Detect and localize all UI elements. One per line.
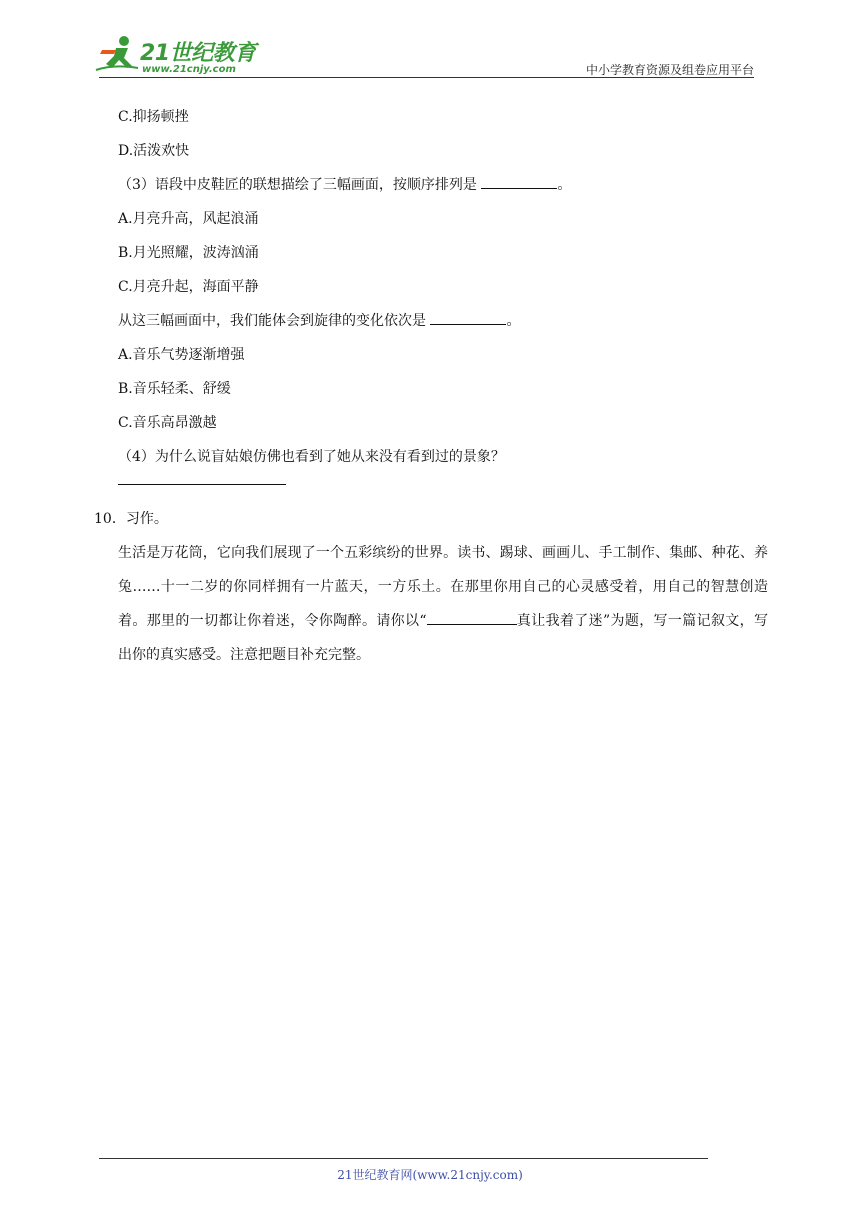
logo-text: 21世纪教育 bbox=[140, 41, 256, 66]
option-b: B.音乐轻柔、舒缓 bbox=[118, 381, 231, 397]
footer-divider bbox=[99, 1158, 708, 1159]
prompt-part-2: 真让我着了迷”为题，写一篇记叙文，写出你的真实感受。注意把题目补充完整。 bbox=[118, 613, 769, 663]
option-c: C.音乐高昂激越 bbox=[118, 415, 217, 431]
option-c: C.抑扬顿挫 bbox=[118, 109, 189, 125]
answer-blank[interactable] bbox=[481, 172, 557, 189]
sub-question-3-end: 。 bbox=[557, 177, 572, 193]
follow-up-question-end: 。 bbox=[506, 313, 521, 329]
page-header bbox=[0, 0, 860, 80]
header-tagline: 中小学教育资源及组卷应用平台 bbox=[585, 63, 754, 77]
option-d: D.活泼欢快 bbox=[118, 143, 190, 159]
runner-logo-icon bbox=[94, 34, 144, 74]
follow-up-question-text: 从这三幅画面中，我们能体会到旋律的变化依次是 bbox=[118, 313, 426, 329]
site-logo bbox=[94, 34, 264, 78]
prompt-part-1: 生活是万花筒，它向我们展现了一个五彩缤纷的世界。读书、踢球、画画儿、手工制作、集邮、种花、养兔……十一二岁的你同样拥有一片蓝天，一方乐土。在那里你用自己的心灵感受着，用自己的智慧创造着。那里的一切都让你着迷，令你陶醉。请你以“ bbox=[118, 545, 768, 629]
document-body bbox=[94, 100, 778, 672]
question-10-prompt bbox=[118, 536, 768, 672]
answer-line[interactable] bbox=[118, 474, 778, 496]
option-c: C.月亮升起，海面平静 bbox=[118, 279, 259, 295]
option-b: B.月光照耀，波涛汹涌 bbox=[118, 245, 259, 261]
answer-blank[interactable] bbox=[430, 308, 506, 325]
question-10-title: 10．习作。 bbox=[94, 511, 168, 527]
header-divider bbox=[99, 77, 754, 78]
logo-url: www.21cnjy.com bbox=[142, 64, 236, 75]
follow-up-question bbox=[118, 304, 778, 338]
option-a: A.音乐气势逐渐增强 bbox=[118, 347, 245, 363]
footer-text: 21世纪教育网(www.21cnjy.com) bbox=[337, 1168, 523, 1182]
sub-question-3-text: （3）语段中皮鞋匠的联想描绘了三幅画面，按顺序排列是 bbox=[118, 177, 477, 193]
option-a: A.月亮升高，风起浪涌 bbox=[118, 211, 259, 227]
title-blank[interactable] bbox=[427, 608, 517, 625]
sub-question-3 bbox=[118, 168, 778, 202]
sub-question-4: （4）为什么说盲姑娘仿佛也看到了她从来没有看到过的景象？ bbox=[118, 449, 505, 465]
